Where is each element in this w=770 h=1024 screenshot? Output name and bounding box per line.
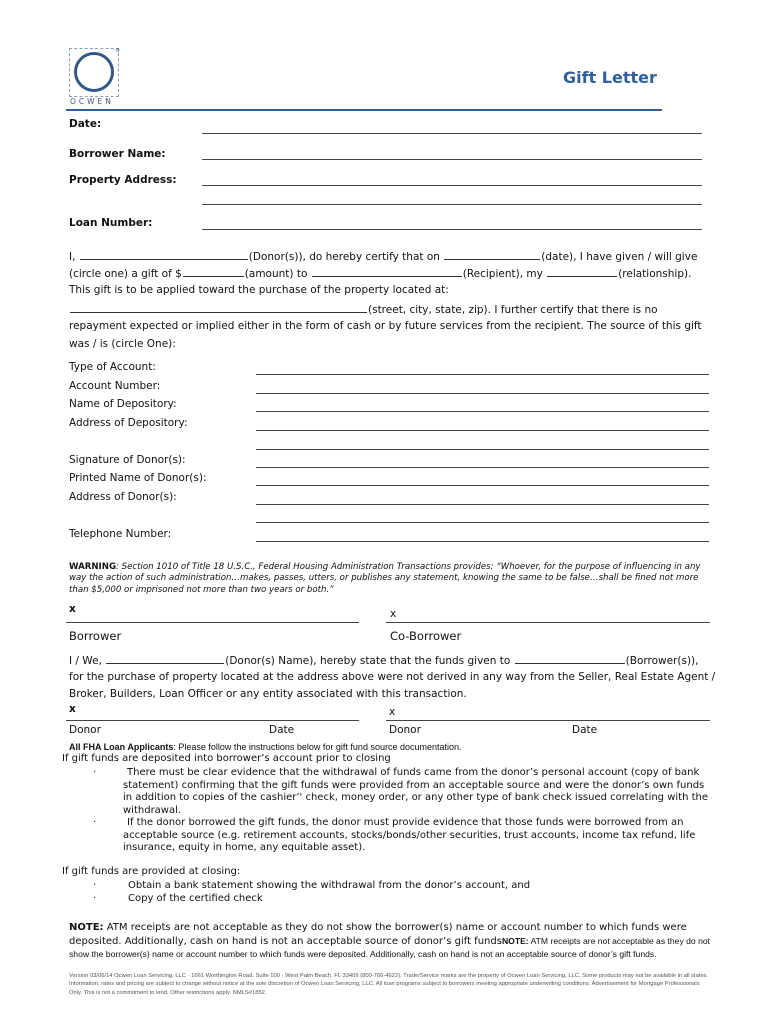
property-address-line-2[interactable]: [202, 204, 702, 205]
borrower-name-line[interactable]: [202, 159, 702, 160]
closing-heading: If gift funds are provided at closing:: [62, 866, 241, 877]
donor-blank[interactable]: [80, 249, 248, 260]
date-label: Date:: [69, 118, 102, 130]
statement-donor-text: (Donor(s) Name), hereby state that the funds given to: [225, 655, 511, 667]
certification-line-5: repayment expected or implied either in the form of cash or by future services from the recipient. The source of this gift: [69, 320, 702, 332]
property-address-line-1[interactable]: [202, 185, 702, 186]
cert-i: I,: [69, 251, 76, 263]
certification-line-2: [69, 266, 691, 280]
cert-donor-text: (Donor(s)), do hereby certify that on: [248, 251, 440, 263]
type-of-account-label: Type of Account:: [69, 361, 156, 373]
footer-disclaimer: Version 03/06/14 Ocwen Loan Servicing, LLC · 1661 Worthington Road, Suite 100 · West Palm Beach, FL 33409 (800-766-4622). Trade/Service marks are the property of Ocwen Loan Servicing, LLC. Some products may not be available in all states. Information, rates and pricing are subject to change without notice at the sole discretion of Ocwen Loan Servicing, LLC. All loan programs subject to borrowers meeting appropriate underwriting conditions. Advertisement for Mortgage Professionals Only. This is not a commitment to lend. Other restrictions apply. NMLS#1852.: [69, 973, 709, 996]
printed-name-of-donors-line[interactable]: [256, 485, 709, 486]
address-of-depository-line-2[interactable]: [256, 449, 709, 450]
donor-label-1: Donor: [69, 724, 101, 736]
warning-label: WARNING: [69, 562, 116, 572]
street-address-blank[interactable]: [70, 302, 367, 313]
certification-line-6: was / is (circle One):: [69, 338, 176, 350]
donor-name-blank[interactable]: [106, 653, 224, 664]
name-of-depository-line[interactable]: [256, 411, 709, 412]
borrower-label: Borrower: [69, 629, 122, 643]
certification-line-4: [69, 302, 658, 316]
certification-line-3: This gift is to be applied toward the purchase of the property located at:: [69, 284, 449, 296]
amount-blank[interactable]: [183, 266, 244, 277]
cert-date-text: (date), I have given / will give: [541, 251, 698, 263]
loan-number-line[interactable]: [202, 229, 702, 230]
cert-recipient-text: (Recipient), my: [462, 268, 543, 280]
cert-amount-text: (amount) to: [244, 268, 308, 280]
relationship-blank[interactable]: [547, 266, 617, 277]
borrower-signature-x: x: [69, 603, 76, 615]
deposited-item-1: There must be clear evidence that the withdrawal of funds came from the donor’s personal account (copy of bank statement) confirming that the gift funds were provided from an acceptable source and were the donor’s own funds in addition to copies of the cashier’' check, money order, or any other type of bank check issued correlating with the withdrawal.: [123, 767, 709, 816]
type-of-account-line[interactable]: [256, 374, 709, 375]
name-of-depository-label: Name of Depository:: [69, 398, 177, 410]
title-divider: [66, 109, 662, 111]
address-of-depository-label: Address of Depository:: [69, 417, 188, 429]
warning-paragraph: [69, 562, 719, 596]
signature-of-donors-label: Signature of Donor(s):: [69, 454, 186, 466]
deposited-item-2: If the donor borrowed the gift funds, the donor must provide evidence that those funds were borrowed from an acceptable source (e.g. retirement accounts, stocks/bonds/other securities, trust accounts, income tax refund, life insurance, equity in home, any equitable asset).: [123, 817, 696, 853]
deposited-bullet-1: ·: [93, 767, 97, 778]
note-label: NOTE:: [69, 922, 104, 933]
donor-label-2: Donor: [389, 724, 421, 736]
address-of-donors-label: Address of Donor(s):: [69, 491, 177, 503]
recipient-blank[interactable]: [312, 266, 462, 277]
page-title: Gift Letter: [563, 68, 657, 87]
fha-note-text: : Please follow the instructions below for gift fund source documentation.: [173, 742, 462, 752]
donor-signature-x-1: x: [69, 703, 76, 715]
borrower-signature-line[interactable]: [66, 622, 359, 623]
closing-item-1: Obtain a bank statement showing the withdrawal from the donor’s account, and: [128, 880, 531, 891]
statement-line-1: [69, 653, 698, 667]
logo-ring-icon: [74, 52, 114, 92]
statement-borrowers-text: (Borrower(s)),: [625, 655, 699, 667]
date-label-2: Date: [572, 724, 598, 736]
cert-street-text: (street, city, state, zip). I further certify that there is no: [368, 304, 658, 316]
statement-line-3: Broker, Builders, Loan Officer or any entity associated with this transaction.: [69, 688, 467, 700]
date-line[interactable]: [202, 133, 702, 134]
fha-note-label: All FHA Loan Applicants: [69, 742, 174, 752]
statement-line-2: for the purchase of property located at the address above were not derived in any way from the Seller, Real Estate Agent /: [69, 671, 716, 683]
note-paragraph: [69, 922, 719, 962]
cert-gift-text: (circle one) a gift of $: [69, 268, 182, 280]
donor-signature-line-1[interactable]: [66, 720, 359, 721]
certification-line-1: [69, 249, 697, 263]
address-of-depository-line-1[interactable]: [256, 430, 709, 431]
loan-number-label: Loan Number:: [69, 217, 153, 229]
co-borrower-signature-line[interactable]: [386, 622, 710, 623]
donor-signature-line-2[interactable]: [386, 720, 710, 721]
registered-mark: ®: [115, 48, 120, 54]
deposited-heading: If gift funds are deposited into borrower’s account prior to closing: [62, 753, 391, 764]
note-text-2: ATM receipts are not acceptable as they do not show the borrower(s) name or account number to which funds were deposited. Additionally, cash on hand is not an acceptable source of donor’s gift funds.: [69, 935, 711, 959]
printed-name-of-donors-label: Printed Name of Donor(s):: [69, 472, 207, 484]
warning-text: : Section 1010 of Title 18 U.S.C., Federal Housing Administration Transactions provides: “Whoever, for the purpose of influencing in any way the action of such administration…makes, passes, utters, or publishes any statement, knowing the same to be false…shall be fined not more than $5,000 or imprisoned not more than two years or both.”: [69, 562, 701, 595]
telephone-number-label: Telephone Number:: [69, 528, 172, 540]
closing-bullet-2: ·: [93, 893, 97, 904]
closing-bullet-1: ·: [93, 880, 97, 891]
note-label-2: NOTE:: [501, 935, 529, 946]
deposited-bullet-2: ·: [93, 817, 97, 828]
property-address-label: Property Address:: [69, 174, 177, 186]
telephone-number-line[interactable]: [256, 541, 709, 542]
address-of-donors-line-1[interactable]: [256, 504, 709, 505]
borrowers-blank[interactable]: [515, 653, 625, 664]
statement-we: I / We,: [69, 655, 102, 667]
borrower-name-label: Borrower Name:: [69, 148, 166, 160]
date-label-1: Date: [269, 724, 295, 736]
address-of-donors-line-2[interactable]: [256, 522, 709, 523]
note-text-1: ATM receipts are not acceptable as they do not show the borrower(s) name or account number to which funds were deposited. Additionally, cash on hand is not an acceptable source of donor’s gift funds: [69, 922, 687, 947]
logo-wordmark: OCWEN: [70, 97, 114, 106]
gift-date-blank[interactable]: [444, 249, 540, 260]
fha-note: [69, 742, 462, 752]
co-borrower-signature-x: x: [390, 608, 397, 620]
signature-of-donors-line[interactable]: [256, 467, 709, 468]
cert-relationship-text: (relationship).: [618, 268, 692, 280]
closing-item-2: Copy of the certified check: [128, 893, 263, 904]
account-number-label: Account Number:: [69, 380, 161, 392]
donor-signature-x-2: x: [389, 706, 396, 718]
ocwen-logo: [69, 48, 119, 97]
account-number-line[interactable]: [256, 393, 709, 394]
co-borrower-label: Co-Borrower: [390, 629, 462, 643]
